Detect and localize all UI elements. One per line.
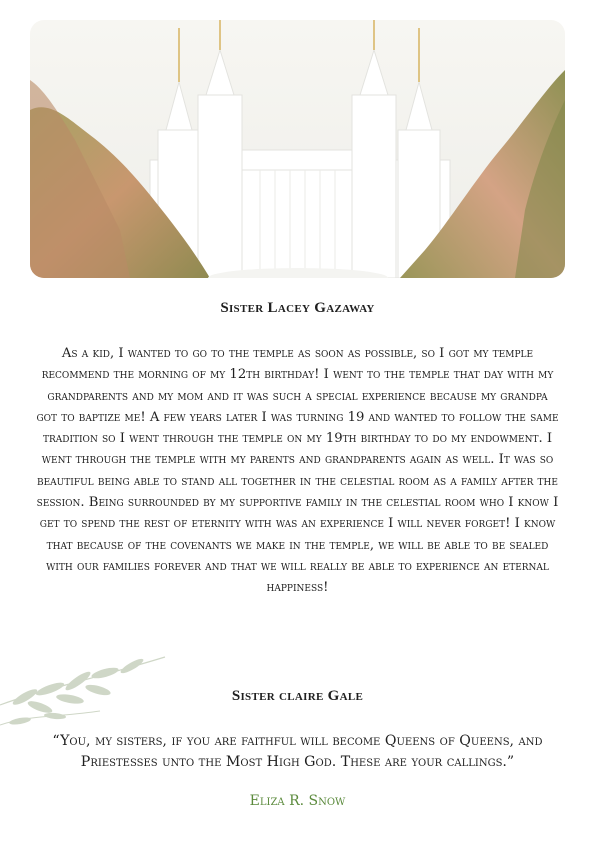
testimony-text: As a kid, I wanted to go to the temple as soon as possible, so I got my temple recommend the morning of my 12th birthday! I went to the temple that day with my grandparents and my mom and it was such a special experience because my grandpa got to baptize me! A few years later I was turning 19 and wanted to follow the same tradition so I went through the temple on my 19th birthday to do my endowment. I went through the temple with my parents and grandparents again as well. It was so beautiful being able to stand all together in the celestial room as a family after the session. Being surrounded by my supportive family in the celestial room who I know I get to spend the rest of eternity with was an experience I will never forget! I know that because of the covenants we make in the temple, we will be able to be sealed with our families forever and that we will really be able to experience an eternal happiness! xyxy=(36,346,559,596)
temple-photo xyxy=(30,20,565,278)
section-heading-lacey: Sister Lacey Gazaway xyxy=(220,300,375,316)
section-heading-claire: Sister claire Gale xyxy=(231,688,364,704)
quote-author: Eliza R. Snow xyxy=(249,793,346,809)
quote-text: “You, my sisters, if you are faithful will become Queens of Queens, and Priestesses unto the Most High God. These are your callings.” xyxy=(52,733,543,770)
